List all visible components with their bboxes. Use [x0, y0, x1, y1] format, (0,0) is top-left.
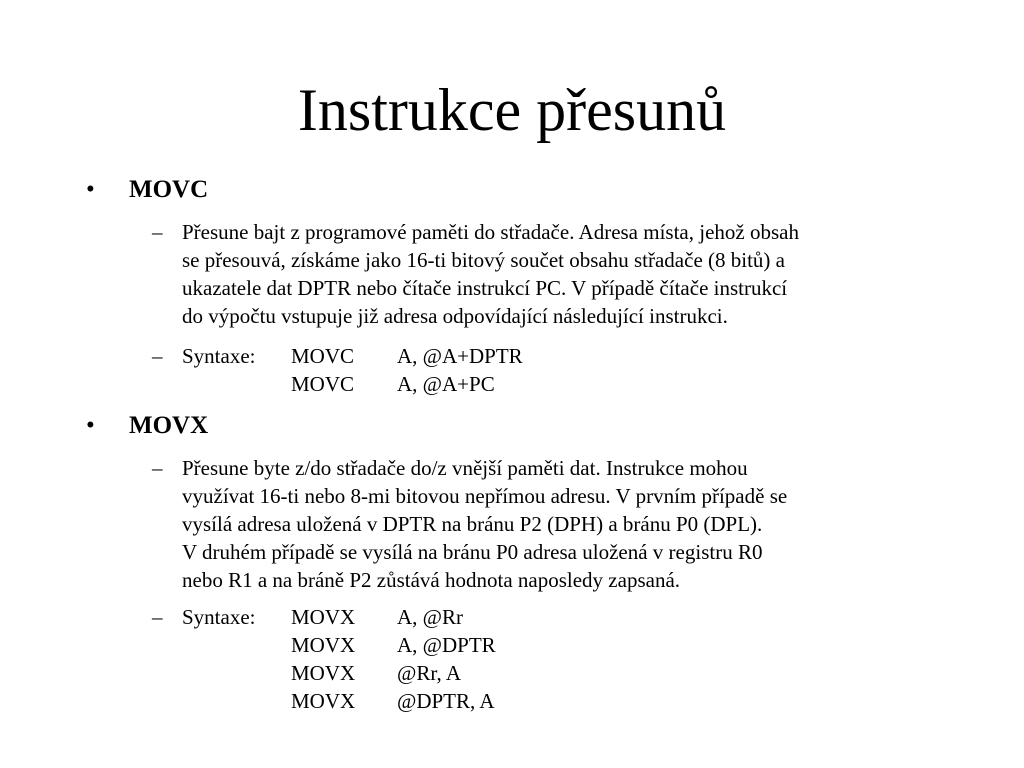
syntax-row: [0, 370, 1024, 398]
syntax-instruction: MOVX: [291, 689, 356, 713]
movc-description-line: ukazatele dat DPTR nebo čítače instrukcí PC. V případě čítače instrukcí: [182, 276, 788, 300]
syntax-instruction: MOVC: [291, 344, 355, 368]
syntax-operands: A, @Rr: [397, 605, 464, 629]
slide-title: Instrukce přesunů: [297, 77, 727, 143]
syntax-row: [0, 631, 1024, 659]
bullet-icon: •: [86, 412, 95, 439]
movx-description: [182, 454, 962, 594]
movx-description-line: nebo R1 a na bráně P2 zůstává hodnota naposledy zapsaná.: [182, 568, 681, 592]
section-heading-movx: MOVX: [129, 412, 209, 439]
dash-icon: –: [152, 456, 163, 480]
movc-description-line: Přesune bajt z programové paměti do střadače. Adresa místa, jehož obsah: [182, 220, 799, 244]
syntax-row: [0, 603, 1024, 631]
syntax-operands: @Rr, A: [397, 661, 462, 685]
dash-icon: –: [152, 605, 163, 629]
movx-description-line: V druhém případě se vysílá na bránu P0 adresa uložená v registru R0: [182, 540, 763, 564]
syntax-operands: A, @A+PC: [397, 372, 495, 396]
movc-description-line: se přesouvá, získáme jako 16-ti bitový součet obsahu střadače (8 bitů) a: [182, 248, 785, 272]
syntax-operands: A, @DPTR: [397, 633, 496, 657]
movx-description-line: vysílá adresa uložená v DPTR na bránu P2 (DPH) a bránu P0 (DPL).: [182, 512, 763, 536]
movc-description: [182, 218, 962, 330]
dash-icon: –: [152, 220, 163, 244]
dash-icon: –: [152, 344, 163, 368]
syntax-instruction: MOVX: [291, 661, 356, 685]
movx-description-line: využívat 16-ti nebo 8-mi bitovou nepřímou adresu. V prvním případě se: [182, 484, 788, 508]
syntax-row: [0, 687, 1024, 715]
syntax-row: [0, 659, 1024, 687]
movc-syntax-label: Syntaxe:: [182, 344, 256, 368]
syntax-row: [0, 342, 1024, 370]
bullet-icon: •: [86, 176, 95, 203]
movx-description-line: Přesune byte z/do střadače do/z vnější paměti dat. Instrukce mohou: [182, 456, 748, 480]
syntax-instruction: MOVX: [291, 605, 356, 629]
movx-syntax-label: Syntaxe:: [182, 605, 256, 629]
movc-description-line: do výpočtu vstupuje již adresa odpovídající následující instrukci.: [182, 304, 728, 328]
syntax-instruction: MOVC: [291, 372, 355, 396]
syntax-instruction: MOVX: [291, 633, 356, 657]
section-heading-movc: MOVC: [129, 176, 209, 203]
syntax-operands: @DPTR, A: [397, 689, 495, 713]
syntax-operands: A, @A+DPTR: [397, 344, 523, 368]
